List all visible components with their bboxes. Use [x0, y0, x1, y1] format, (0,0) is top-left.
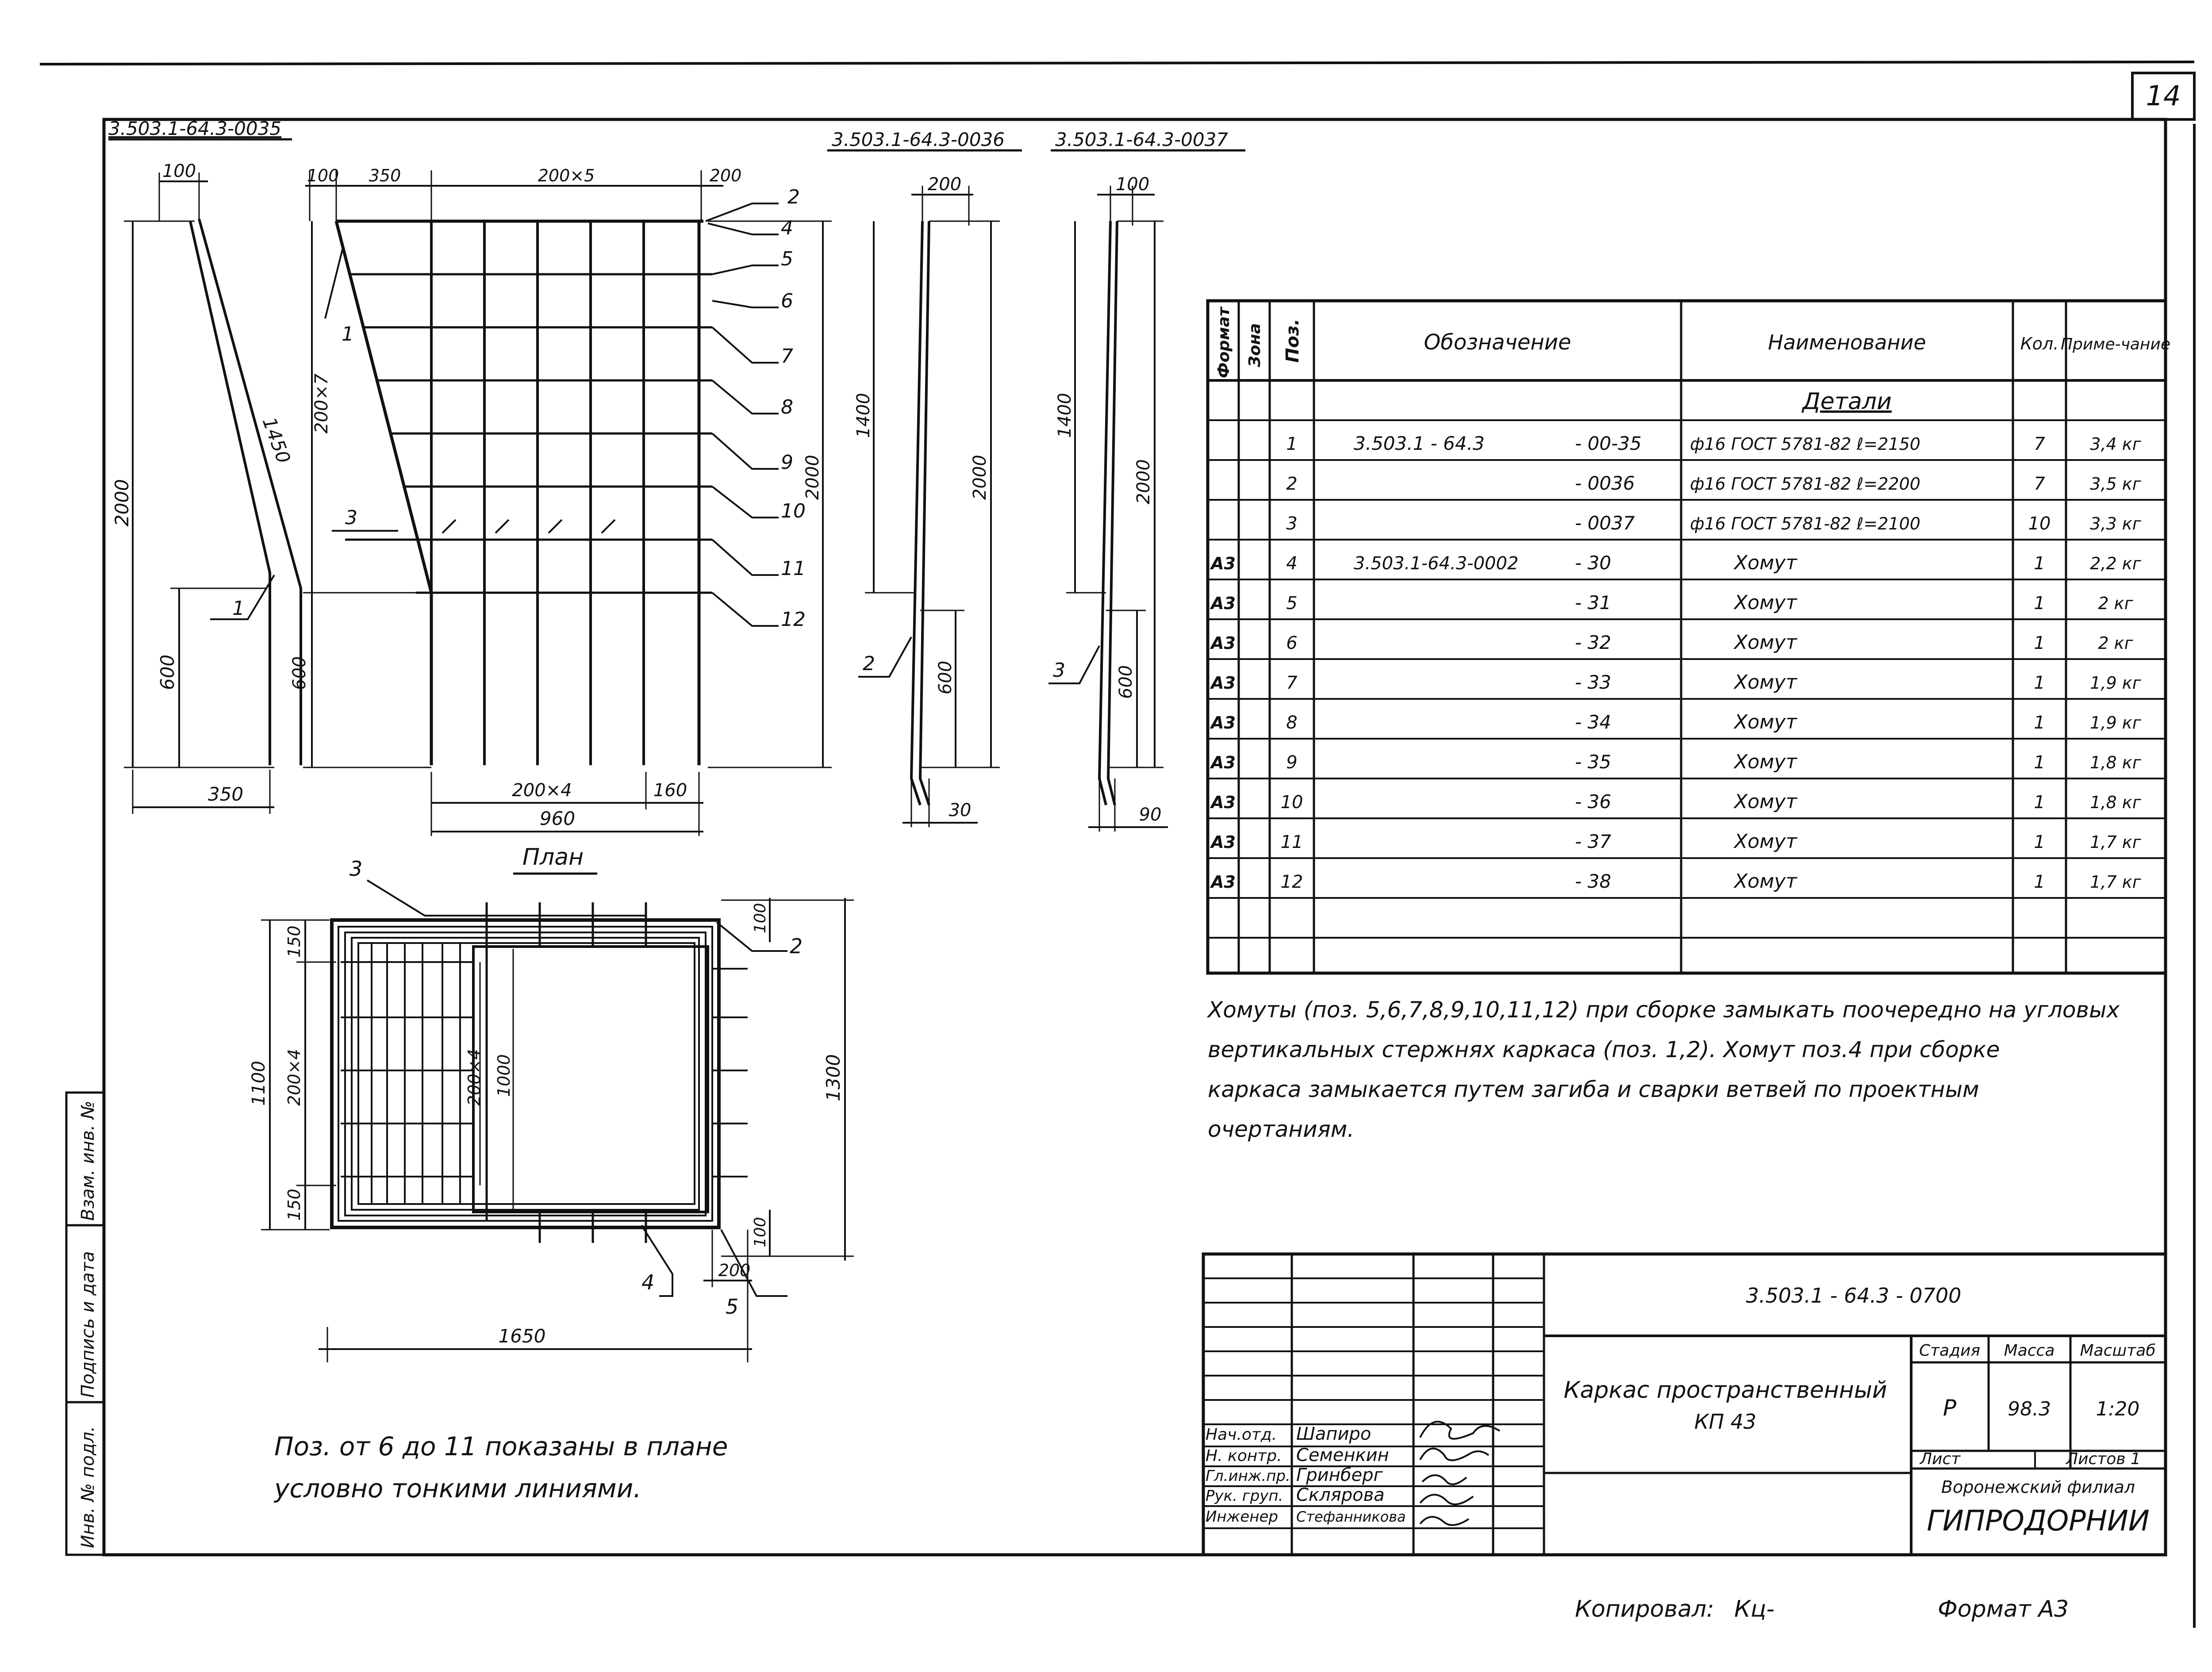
rod2-code: 3.503.1-64.3-0036	[832, 129, 1005, 150]
spec-row-qty: 7	[2034, 434, 2045, 454]
spec-row-qty: 1	[2034, 713, 2045, 733]
front-pos-4: 4	[781, 217, 793, 239]
person-name: Шапиро	[1296, 1424, 1371, 1444]
plan-dim-right-bot: 100	[751, 1217, 769, 1247]
spec-row-qty: 1	[2034, 832, 2045, 852]
spec-row	[1210, 751, 2142, 773]
front-pos-8: 8	[781, 396, 793, 418]
spec-row-qty: 1	[2034, 553, 2045, 574]
spec-row-designation-suffix: - 33	[1575, 671, 1611, 693]
spec-row-pos: 1	[1286, 434, 1298, 454]
signature-mark	[1420, 1517, 1469, 1525]
copied-by-label: Копировал:	[1575, 1596, 1714, 1622]
spec-row-note: 3,4 кг	[2090, 434, 2141, 454]
spec-header-designation: Обозначение	[1424, 330, 1571, 355]
spec-row-qty: 1	[2034, 752, 2045, 773]
rod2-dim-total: 2000	[970, 455, 990, 500]
front-dim-total: 2000	[803, 455, 823, 500]
spec-row-pos: 4	[1286, 553, 1298, 574]
spec-row-format: А3	[1211, 673, 1236, 693]
spec-header-pos: Поз.	[1283, 318, 1303, 363]
front-dim-height: 200×7	[311, 373, 332, 433]
person-name: Гринберг	[1296, 1465, 1383, 1485]
spec-row-designation-suffix: - 37	[1575, 831, 1611, 852]
spec-row-qty: 1	[2034, 673, 2045, 693]
view-front	[289, 166, 832, 836]
view-rod-1	[108, 118, 301, 814]
spec-row-name: Хомут	[1734, 751, 1797, 773]
doc-title-line-1: Каркас пространственный	[1563, 1377, 1887, 1404]
front-pos-12: 12	[781, 608, 806, 631]
scale-value: 1:20	[2096, 1398, 2140, 1420]
person-role: Инженер	[1206, 1508, 1278, 1526]
note-bottom-line-2: условно тонкими линиями.	[274, 1473, 641, 1503]
front-pos-3: 3	[345, 506, 357, 529]
spec-table-frame	[1208, 301, 2166, 973]
spec-row-pos: 9	[1286, 752, 1298, 773]
signature-mark	[1420, 1449, 1489, 1461]
spec-header-format: Формат	[1215, 307, 1233, 378]
spec-row-qty: 10	[2028, 514, 2051, 534]
spec-row-name: Хомут	[1734, 790, 1797, 813]
doc-code: 3.503.1 - 64.3 - 0700	[1746, 1284, 1962, 1308]
spec-row-pos: 3	[1286, 514, 1298, 534]
spec-row-format: А3	[1211, 554, 1236, 573]
spec-header-qty: Кол.	[2020, 334, 2059, 353]
person-role: Рук. груп.	[1206, 1487, 1283, 1505]
rod1-code: 3.503.1-64.3-0035	[108, 118, 282, 139]
rod1-dim-diag: 1450	[258, 414, 295, 466]
spec-row-note: 2,2 кг	[2090, 554, 2141, 573]
org-line-1: Воронежский филиал	[1941, 1477, 2135, 1497]
front-dim-span: 200×5	[538, 166, 595, 185]
front-pos-1: 1	[342, 323, 354, 345]
spec-row-note: 1,7 кг	[2090, 832, 2141, 852]
signature-mark	[1422, 1475, 1467, 1484]
spec-row-format: А3	[1211, 872, 1236, 892]
spec-row-pos: 11	[1280, 832, 1303, 852]
plan-dim-inner-span: 200×4	[465, 1049, 484, 1106]
spec-row-designation-suffix: - 32	[1575, 632, 1611, 653]
assembly-note-line: очертаниям.	[1208, 1116, 1355, 1142]
spec-row-name: Хомут	[1734, 591, 1797, 614]
front-dim-right: 200	[709, 166, 742, 185]
rod3-dim-lower: 600	[1116, 665, 1136, 699]
spec-row	[1210, 552, 2142, 574]
spec-row	[1210, 830, 2142, 853]
front-pos-9: 9	[781, 451, 793, 474]
spec-row-note: 1,8 кг	[2090, 793, 2141, 812]
spec-row-designation-suffix: - 34	[1575, 711, 1611, 733]
person-name: Семенкин	[1296, 1445, 1389, 1465]
spec-row-designation-suffix: - 31	[1575, 592, 1611, 614]
front-pos-11: 11	[781, 557, 806, 580]
plan-dim-bottom-total: 1650	[498, 1325, 546, 1347]
spec-row-qty: 1	[2034, 792, 2045, 813]
rod3-dim-upper: 1400	[1055, 393, 1075, 438]
spec-header-zone: Зона	[1246, 323, 1264, 367]
rod2-dim-upper: 1400	[853, 393, 874, 438]
rod1-dim-total: 2000	[111, 479, 133, 526]
rod1-outline-a	[190, 221, 270, 765]
front-pos-5: 5	[781, 248, 793, 270]
side-stamp-replace-inv: Взам. инв. №	[78, 1101, 98, 1221]
plan-dim-bottom-right: 200	[718, 1261, 751, 1280]
rod1-dim-lower: 600	[157, 654, 178, 690]
rod2-dim-top: 200	[927, 174, 962, 195]
front-dim-bottom-span: 200×4	[512, 780, 572, 801]
scale-label: Масштаб	[2080, 1342, 2156, 1360]
plan-dim-left-bot: 150	[284, 1189, 304, 1221]
spec-row	[1210, 790, 2142, 813]
stage-label: Стадия	[1919, 1342, 1981, 1360]
spec-row-note: 3,3 кг	[2090, 514, 2141, 533]
front-dim-left: 100	[307, 166, 339, 185]
spec-table	[1208, 301, 2170, 973]
spec-row-pos: 6	[1286, 633, 1298, 653]
spec-row	[1210, 591, 2134, 614]
rod2-dim-bottom: 30	[949, 800, 972, 821]
front-dim-lower: 600	[289, 656, 310, 690]
spec-row	[1210, 711, 2142, 733]
side-stamp-inv-original: Инв. № подл.	[78, 1426, 98, 1548]
spec-row-pos: 8	[1286, 713, 1298, 733]
doc-title-line-2: КП 43	[1694, 1410, 1757, 1434]
plan-dim-right-total: 1300	[822, 1054, 844, 1101]
spec-row-designation-suffix: - 00-35	[1575, 433, 1642, 454]
spec-row-format: А3	[1211, 633, 1236, 653]
spec-row-pos: 7	[1286, 673, 1298, 693]
spec-row-name: Хомут	[1734, 870, 1797, 893]
assembly-note-line: вертикальных стержнях каркаса (поз. 1,2). Хомут поз.4 при сборке	[1208, 1037, 2000, 1062]
front-diagonal-rod	[336, 221, 431, 593]
spec-row-qty: 1	[2034, 593, 2045, 614]
spec-row-name: ф16 ГОСТ 5781-82 ℓ=2150	[1690, 434, 1920, 454]
rod3-dim-bottom: 90	[1139, 805, 1162, 825]
spec-row-qty: 7	[2034, 474, 2045, 494]
rod3-code: 3.503.1-64.3-0037	[1055, 129, 1229, 150]
spec-row-name: ф16 ГОСТ 5781-82 ℓ=2100	[1690, 514, 1920, 533]
spec-row-pos: 2	[1286, 474, 1298, 494]
spec-row-name: Хомут	[1734, 830, 1797, 853]
spec-row-designation: 3.503.1 - 64.3	[1354, 433, 1485, 454]
plan-dim-left-mid: 200×4	[284, 1049, 304, 1106]
plan-dim-inner-height: 1000	[494, 1054, 514, 1097]
plan-title: План	[522, 844, 584, 871]
stage-value: Р	[1943, 1395, 1957, 1421]
spec-row-format: А3	[1211, 753, 1236, 772]
front-pos-7: 7	[781, 345, 793, 368]
mass-value: 98.3	[2008, 1398, 2051, 1420]
spec-row-qty: 1	[2034, 872, 2045, 892]
spec-row-designation-suffix: - 0036	[1575, 472, 1635, 494]
signatures	[1420, 1422, 1500, 1525]
spec-row-note: 2 кг	[2098, 633, 2133, 653]
spec-section-title: Детали	[1802, 388, 1892, 415]
spec-row-name: Хомут	[1734, 631, 1797, 654]
spec-row-pos: 12	[1280, 872, 1303, 892]
spec-row-designation-suffix: - 35	[1575, 751, 1611, 773]
plan-outer-frame	[332, 920, 719, 1227]
assembly-note	[1206, 997, 2120, 1142]
spec-row-name: Хомут	[1734, 711, 1797, 733]
plan-pos-5: 5	[726, 1295, 739, 1319]
top-trim-line	[40, 62, 2194, 64]
spec-row-note: 1,7 кг	[2090, 872, 2141, 892]
rod1-dim-bottom: 350	[207, 783, 244, 805]
plan-dim-right-top: 100	[751, 903, 769, 933]
spec-row-name: ф16 ГОСТ 5781-82 ℓ=2200	[1690, 474, 1920, 494]
sheets-label: Листов 1	[2066, 1450, 2141, 1468]
spec-row-pos: 10	[1280, 792, 1303, 813]
front-pos-2: 2	[787, 186, 800, 208]
front-dim-mid: 350	[369, 166, 401, 185]
side-stamp-signature-date: Подпись и дата	[78, 1251, 98, 1398]
spec-row-note: 1,8 кг	[2090, 753, 2141, 772]
spec-header-name: Наименование	[1768, 330, 1926, 354]
person-role: Н. контр.	[1206, 1447, 1282, 1465]
title-block	[1203, 1254, 2166, 1555]
front-dim-bottom-total: 960	[539, 808, 576, 829]
person-name: Склярова	[1296, 1485, 1385, 1505]
mass-label: Масса	[2004, 1342, 2055, 1360]
assembly-note-line: каркаса замыкается путем загиба и сварки ветвей по проектным	[1208, 1077, 1979, 1102]
plan-pos-2: 2	[790, 934, 803, 958]
sheet-label: Лист	[1920, 1450, 1961, 1468]
front-dim-bottom-right: 160	[653, 780, 687, 801]
person-role: Гл.инж.пр.	[1206, 1467, 1290, 1485]
spec-row	[1210, 870, 2142, 893]
plan-dim-left-total: 1100	[249, 1061, 269, 1106]
spec-row-name: Хомут	[1734, 552, 1797, 574]
rod1-outline-b	[199, 219, 301, 765]
spec-row-note: 2 кг	[2098, 594, 2133, 613]
person-name: Стефанникова	[1296, 1508, 1406, 1525]
rod2-dim-lower: 600	[935, 660, 956, 694]
person-role: Нач.отд.	[1206, 1426, 1277, 1444]
rod3-dim-total: 2000	[1133, 459, 1154, 504]
org-line-2: ГИПРОДОРНИИ	[1927, 1505, 2150, 1538]
plan-pos-3: 3	[349, 857, 363, 881]
spec-header-note: Приме-чание	[2060, 335, 2171, 353]
rod1-dim-top: 100	[162, 161, 196, 181]
spec-row-note: 1,9 кг	[2090, 713, 2141, 732]
assembly-note-line: Хомуты (поз. 5,6,7,8,9,10,11,12) при сборке замыкать поочередно на угловых	[1208, 997, 2120, 1023]
front-pos-6: 6	[781, 290, 793, 312]
side-stamp	[66, 1093, 104, 1555]
spec-row	[1210, 631, 2134, 654]
rod3-dim-top: 100	[1115, 174, 1150, 195]
rod1-pos-label: 1	[232, 597, 245, 620]
front-pos-10: 10	[781, 500, 806, 522]
spec-row-note: 3,5 кг	[2090, 474, 2141, 494]
spec-row	[1210, 671, 2142, 694]
spec-row-format: А3	[1211, 832, 1236, 852]
view-plan	[249, 844, 854, 1362]
plan-dim-left-top: 150	[284, 925, 304, 958]
spec-row-designation-suffix: - 0037	[1575, 512, 1635, 534]
spec-row-note: 1,9 кг	[2090, 673, 2141, 693]
spec-row-designation-suffix: - 36	[1575, 791, 1611, 813]
spec-row-designation-suffix: - 30	[1575, 552, 1611, 574]
rod2-pos-label: 2	[863, 652, 875, 675]
rod3-pos-label: 3	[1053, 659, 1065, 682]
view-rod-2	[827, 129, 1022, 827]
spec-row-qty: 1	[2034, 633, 2045, 653]
plan-pos-4: 4	[641, 1270, 655, 1294]
signature-mark	[1420, 1495, 1473, 1504]
spec-row-pos: 5	[1286, 593, 1298, 614]
format-label: Формат А3	[1938, 1596, 2069, 1622]
spec-row-designation: 3.503.1-64.3-0002	[1354, 553, 1519, 574]
spec-row-designation-suffix: - 38	[1575, 871, 1611, 892]
page-number: 14	[2146, 80, 2181, 112]
spec-row-format: А3	[1211, 793, 1236, 812]
spec-row-format: А3	[1211, 594, 1236, 613]
note-bottom-line-1: Поз. от 6 до 11 показаны в плане	[274, 1431, 728, 1461]
spec-row-format: А3	[1211, 713, 1236, 732]
spec-row-name: Хомут	[1734, 671, 1797, 694]
copied-by-signature: Кц-	[1734, 1596, 1775, 1622]
